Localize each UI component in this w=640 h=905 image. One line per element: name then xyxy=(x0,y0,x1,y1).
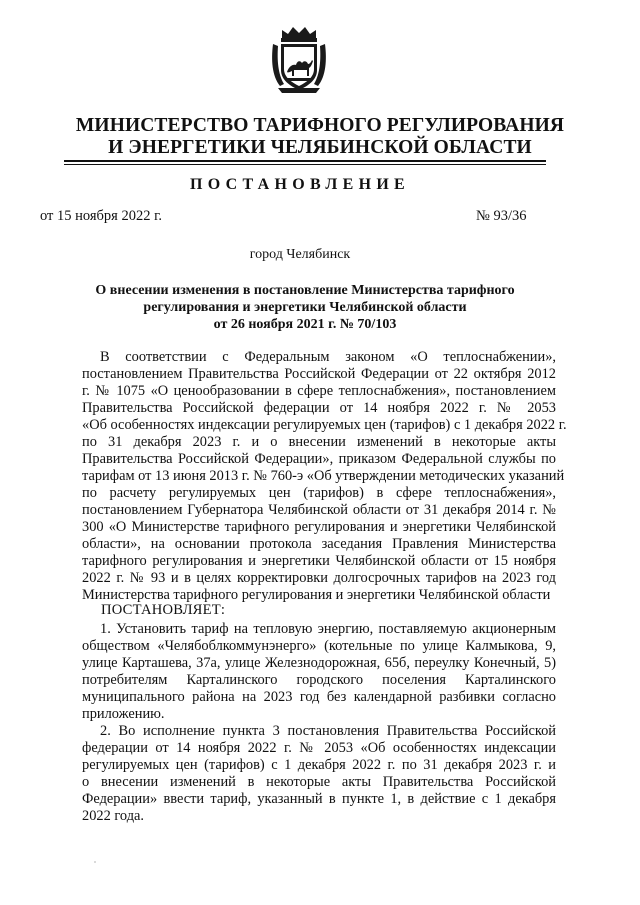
item1-line: муниципального района на 2023 год без календарной разбивки согласно xyxy=(82,689,556,705)
preamble-line: Правительства Российской федерации от 14 ноября 2022 г. № 2053 xyxy=(82,400,556,416)
preamble-line: тарифного регулирования и энергетики Челябинской области от 15 ноября xyxy=(82,553,556,569)
preamble-line: постановлением Губернатора Челябинской области от 31 декабря 2014 г. № xyxy=(82,502,556,518)
item2-line: о внесении изменений в некоторые акты Правительства Российской xyxy=(82,774,556,790)
item2-line: Федерации» ввести тариф, указанный в пункте 1, в действие с 1 декабря xyxy=(82,791,556,807)
header-divider-thick xyxy=(64,160,546,162)
preamble-line: В соответствии с Федеральным законом «О теплоснабжении», xyxy=(100,349,556,365)
preamble-line: по расчету регулируемых цен (тарифов) в сфере теплоснабжения», xyxy=(82,485,556,501)
preamble-line: «Об особенностях индексации регулируемых цен (тарифов) с 1 декабря 2022 г. xyxy=(82,417,567,433)
preamble-line: тарифам от 13 июня 2013 г. № 760-э «Об утверждении методических указаний xyxy=(82,468,565,484)
preamble-line: 300 «О Министерстве тарифного регулирования и энергетики Челябинской xyxy=(82,519,556,535)
document-subject-line: от 26 ноября 2021 г. № 70/103 xyxy=(213,317,397,332)
document-date: от 15 ноября 2022 г. xyxy=(40,208,163,224)
item1-line: улице Карташева, 37а, улице Железнодорожная, 65б, переулку Конечный, 5) xyxy=(82,655,556,671)
chelyabinsk-coat-of-arms-icon xyxy=(270,24,328,96)
item2-line: федерации от 14 ноября 2022 г. № 2053 «Об особенностях индексации xyxy=(82,740,556,756)
document-city: город Челябинск xyxy=(249,247,351,262)
preamble-line: Министерства тарифного регулирования и энергетики Челябинской области xyxy=(82,587,551,603)
document-number: № 93/36 xyxy=(476,208,527,224)
item2-line: 2022 года. xyxy=(82,808,145,824)
preamble-line: Правительства Российской Федерации», приказом Федеральной службы по xyxy=(82,451,556,467)
item1-line: потребителям Карталинского городского поселения Карталинского xyxy=(82,672,556,688)
item2-line: регулируемых цен (тарифов) с 1 декабря 2022 г. по 31 декабря 2023 г. и xyxy=(82,757,556,773)
preamble-line: г. № 1075 «О ценообразовании в сфере теплоснабжения», постановлением xyxy=(82,383,556,399)
header-divider-thin xyxy=(64,164,546,165)
ministry-title-line-2: И ЭНЕРГЕТИКИ ЧЕЛЯБИНСКОЙ ОБЛАСТИ xyxy=(108,137,532,158)
document-type: ПОСТАНОВЛЕНИЕ xyxy=(189,176,411,193)
item1-line: приложению. xyxy=(82,706,165,722)
item2-line: 2. Во исполнение пункта 3 постановления Правительства Российской xyxy=(100,723,556,739)
item1-line: обществом «Челябоблкоммунэнерго» (котельные по улице Калмыкова, 9, xyxy=(82,638,556,654)
document-subject-line: регулирования и энергетики Челябинской области xyxy=(143,300,467,315)
item1-line: 1. Установить тариф на тепловую энергию, поставляемую акционерным xyxy=(100,621,556,637)
decree-word: ПОСТАНОВЛЯЕТ: xyxy=(101,602,226,618)
ministry-title-line-1: МИНИСТЕРСТВО ТАРИФНОГО РЕГУЛИРОВАНИЯ xyxy=(75,115,565,136)
preamble-line: области», на основании протокола заседания Правления Министерства xyxy=(82,536,556,552)
scan-speck xyxy=(94,861,96,863)
document-subject-line: О внесении изменения в постановление Министерства тарифного xyxy=(95,283,515,298)
preamble-line: 2022 г. № 93 и в целях корректировки долгосрочных тарифов на 2023 год xyxy=(82,570,556,586)
preamble-line: постановлением Правительства Российской Федерации от 22 октября 2012 xyxy=(82,366,556,382)
preamble-line: по 31 декабря 2023 г. и о внесении изменений в некоторые акты xyxy=(82,434,556,450)
